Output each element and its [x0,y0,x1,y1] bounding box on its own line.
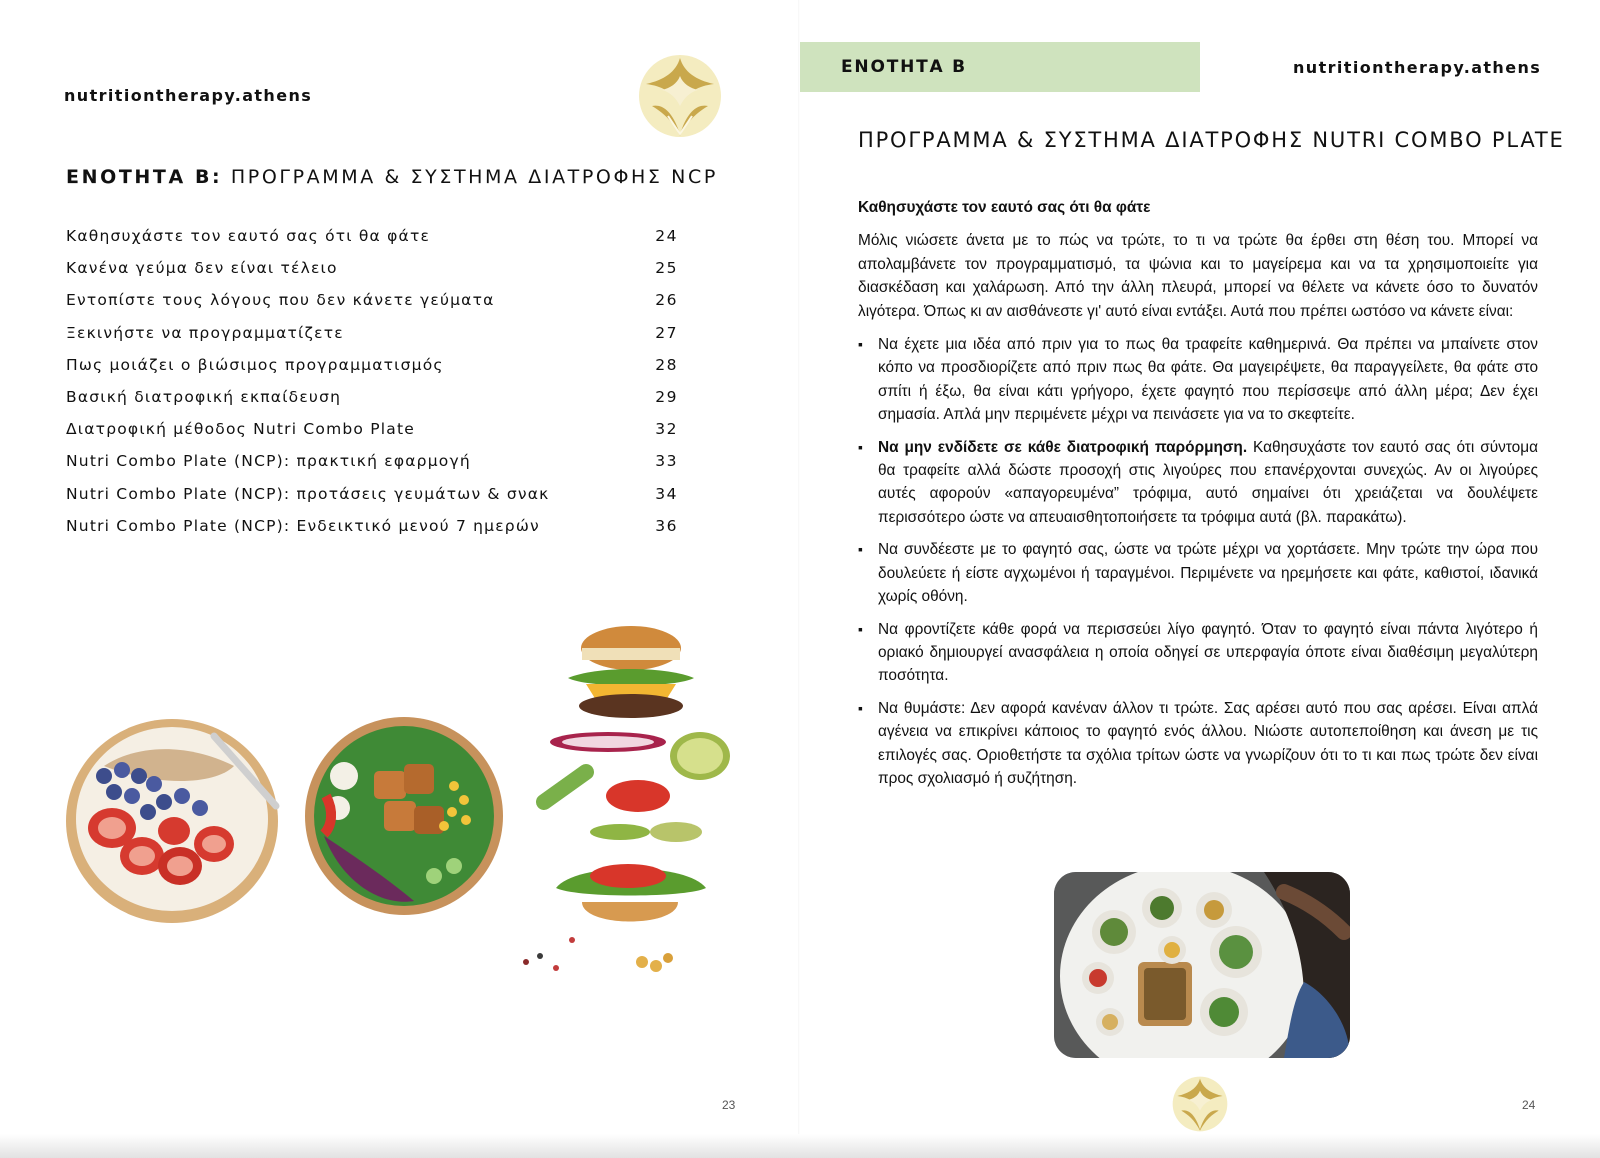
toc-title [66,166,718,188]
section-tab [800,42,1200,92]
toc-item-page: 34 [655,484,678,503]
toc-title-section: ΕΝΟΤΗΤΑ Β: [66,166,223,188]
toc-item-title: Nutri Combo Plate (NCP): προτάσεις γευμάτων & σνακ [66,484,550,503]
list-item-text: Να φροντίζετε κάθε φορά να περισσεύει λίγο φαγητό. Όταν το φαγητό είναι πάντα λιγότερο ή οριακό δημιουργεί ανασφάλεια η οποία οδηγεί σε υπερφαγία όποτε είναι διαθέσιμη μεγαλύτερη ποσότητα. [878,620,1538,685]
yogurt-bowl-image [64,716,280,926]
list-item-text: Να έχετε μια ιδέα από πριν για το πως θα τραφείτε καθημερινά. Θα πρέπει να μπαίνετε στον κόπο να προσδιορίζετε από πριν πως θα φάτε. Θα μαγειρέψετε, θα παραγγείλετε, θα φάτε στο σπίτι ή έξω, θα είναι κάτι γρήγορο, έχετε φαγητό που περίσσεψε από άλλη μέρα; Δεν έχει σημασία. Απλά μην περιμένετε μέχρι να πεινάσετε για να το σκεφτείτε. [878,336,1538,424]
brand-name: nutritiontherapy.athens [1293,58,1542,77]
toc-item-page: 24 [655,227,678,246]
toc-item[interactable] [66,284,678,316]
page-title: ΠΡΟΓΡΑΜΜΑ & ΣΥΣΤΗΜΑ ΔΙΑΤΡΟΦΗΣ NUTRI COMBO PLATE [858,128,1565,152]
list-item-text: Καθησυχάστε τον εαυτό σας ότι σύντομα θα τραφείτε αλλά δώστε προσοχή στις λιγούρες που επανέρχονται συνεχώς. Αν οι λιγούρες αυτές αφορούν «απαγορευμένα” τρόφιμα, αυτό σημαίνει ότι χρειάζεται να δουλέψετε περισσότερο ώστε να απευαισθητοποιήσετε τα τρόφιμα αυτά (βλ. παρακάτω). [878,438,1538,526]
subheading: Καθησυχάστε τον εαυτό σας ότι θα φάτε [858,199,1151,216]
intro-paragraph: Μόλις νιώσετε άνετα με το πώς να τρώτε, το τι να τρώτε θα έρθει στη θέση του. Μπορεί να απολαμβάνετε τον προγραμματισμό, τα ψώνια και το μαγείρεμα και να τα χρησιμοποιείτε για διασκέδαση και χαλάρωση. Από την άλλη πλευρά, μπορεί να θέλετε να κάνετε όσο το δυνατόν λιγότερα. Όπως κι αν αισθάνεστε γι' αυτό είναι εντάξει. Αυτά που πρέπει ωστόσο να κάνετε είναι: [858,232,1538,320]
bullet-list [858,333,1538,790]
toc-item-page: 26 [655,291,678,310]
section-label: ΕΝΟΤΗΤΑ Β [841,57,967,77]
toc-item-title: Βασική διατροφική εκπαίδευση [66,388,342,407]
list-item [858,538,1538,608]
list-item-text: Να θυμάστε: Δεν αφορά κανέναν άλλον τι τρώτε. Σας αρέσει αυτό που σας αρέσει. Είναι απλά αγένεια να επικρίνει κάποιος το φαγητό ενός άλλου. Νιώστε αυτοπεποίθηση και άνεση με τις επιλογές σας. Οριοθετήστε τα σχόλια τρίτων ώστε να γνωρίζουν ότι το τι και πως τρώτε δεν είναι προς σχολιασμό ή συζήτηση. [878,699,1538,787]
toc-item[interactable] [66,510,678,542]
toc-item-page: 32 [655,420,678,439]
toc-item[interactable] [66,478,678,510]
toc-item-title: Κανένα γεύμα δεν είναι τέλειο [66,259,338,278]
page-number: 24 [1522,1098,1536,1112]
brand-logo-icon [638,54,722,138]
list-item [858,436,1538,530]
toc-item[interactable] [66,220,678,252]
toc-item-title: Καθησυχάστε τον εαυτό σας ότι θα φάτε [66,227,431,246]
toc-item-page: 27 [655,323,678,342]
toc-item[interactable] [66,349,678,381]
toc-title-text: ΠΡΟΓΡΑΜΜΑ & ΣΥΣΤΗΜΑ ΔΙΑΤΡΟΦΗΣ NCP [222,166,718,188]
list-item [858,618,1538,688]
toc-item-page: 33 [655,452,678,471]
shared-meal-image [1054,872,1350,1058]
toc-item[interactable] [66,413,678,445]
list-item [858,333,1538,427]
article-body [858,196,1538,799]
list-item-text: Να συνδέεστε με το φαγητό σας, ώστε να τρώτε μέχρι να χορτάσετε. Μην τρώτε την ώρα που δουλεύετε ή είστε αγχωμένοι ή ταραγμένοι. Περιμένετε να ηρεμήσετε και φάτε, καθιστοί, ιδανικά χωρίς οθόνη. [878,541,1538,606]
toc-item-title: Ξεκινήστε να προγραμματίζετε [66,323,344,342]
toc-item-title: Nutri Combo Plate (NCP): Ενδεικτικό μενού 7 ημερών [66,516,540,535]
burger-image [516,626,748,986]
toc-item-title: Διατροφική μέθοδος Nutri Combo Plate [66,420,415,439]
table-of-contents [66,220,678,542]
toc-item-page: 28 [655,355,678,374]
brand-name: nutritiontherapy.athens [64,86,313,105]
toc-item[interactable] [66,317,678,349]
toc-item-page: 36 [655,516,678,535]
list-item-bold: Να μην ενδίδετε σε κάθε διατροφική παρόρμηση. [878,438,1248,456]
brand-logo-icon [1172,1076,1228,1132]
toc-item-title: Πως μοιάζει ο βιώσιμος προγραμματισμός [66,355,444,374]
list-item [858,697,1538,791]
toc-item-title: Εντοπίστε τους λόγους που δεν κάνετε γεύματα [66,291,495,310]
toc-item[interactable] [66,381,678,413]
toc-item-page: 25 [655,259,678,278]
toc-item[interactable] [66,445,678,477]
salad-bowl-image [304,716,504,916]
bottom-shadow [0,1134,1600,1158]
toc-item-page: 29 [655,388,678,407]
toc-item[interactable] [66,252,678,284]
page-number: 23 [722,1098,736,1112]
toc-item-title: Nutri Combo Plate (NCP): πρακτική εφαρμογή [66,452,471,471]
